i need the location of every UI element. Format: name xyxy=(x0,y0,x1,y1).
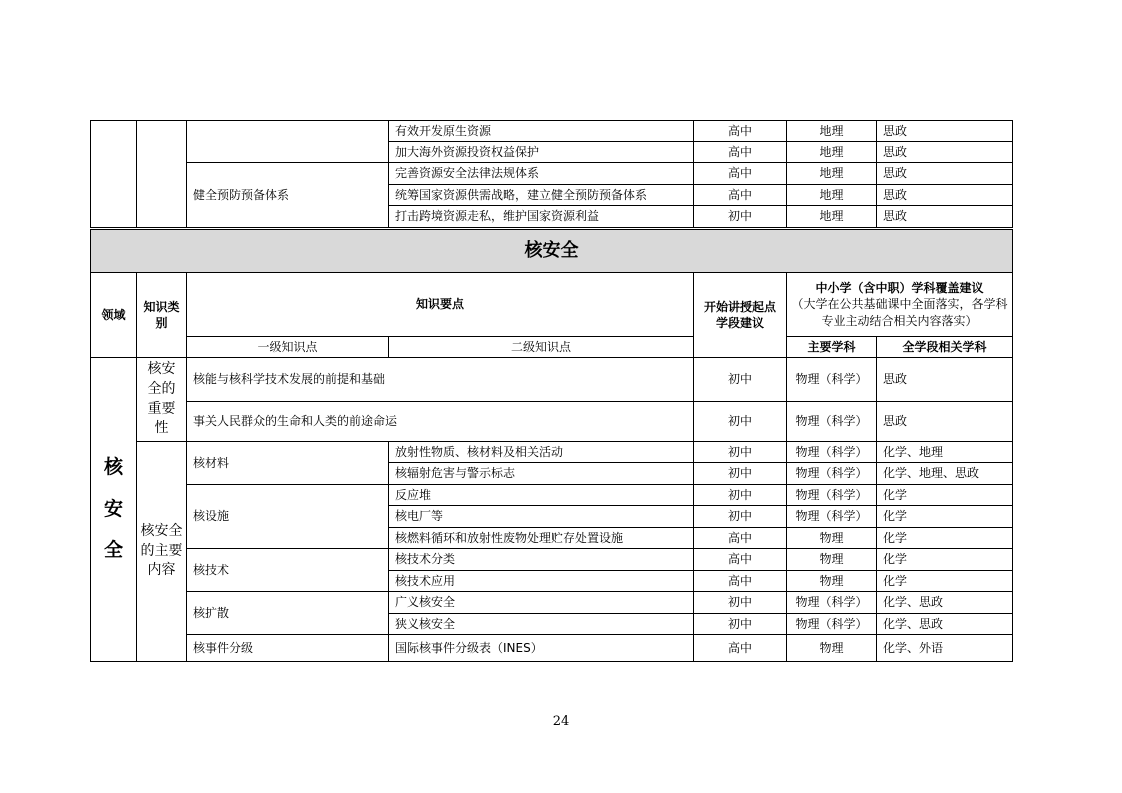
table-row xyxy=(91,485,1013,506)
related-subjects-cell: 化学、思政 xyxy=(877,592,1013,614)
level2-cell: 国际核事件分级表（INES） xyxy=(389,635,694,662)
table-row xyxy=(91,442,1013,463)
coverage-title: 中小学（含中职）学科覆盖建议 xyxy=(815,281,984,296)
main-subject-cell: 物理（科学） xyxy=(787,614,877,635)
main-subject-cell: 物理 xyxy=(787,635,877,662)
nuclear-security-table xyxy=(90,229,1013,662)
related-subjects-cell: 思政 xyxy=(877,206,1013,228)
level1-cell: 核设施 xyxy=(187,485,389,549)
level2-cell: 核燃料循环和放射性废物处理贮存处置设施 xyxy=(389,528,694,549)
stage-cell: 高中 xyxy=(694,549,787,571)
level2-cell: 核技术分类 xyxy=(389,549,694,571)
category-cell xyxy=(137,358,187,442)
level2-cell: 打击跨境资源走私，维护国家资源利益 xyxy=(389,206,694,228)
domain-name: 核安全 xyxy=(104,455,124,562)
level2-cell: 有效开发原生资源 xyxy=(389,121,694,142)
main-subject-cell: 地理 xyxy=(787,121,877,142)
related-subjects-cell: 化学、地理、思政 xyxy=(877,463,1013,485)
stage-cell: 初中 xyxy=(694,358,787,402)
knowledge-point-cell: 事关人民群众的生命和人类的前途命运 xyxy=(187,402,694,442)
related-subjects-cell: 思政 xyxy=(877,402,1013,442)
main-subject-cell: 物理（科学） xyxy=(787,358,877,402)
header-category: 知识类别 xyxy=(137,273,187,358)
main-subject-cell: 物理（科学） xyxy=(787,485,877,506)
section-title: 核安全 xyxy=(91,230,1013,273)
page-number: 24 xyxy=(552,714,570,729)
table-row xyxy=(91,163,1013,185)
level2-cell: 完善资源安全法律法规体系 xyxy=(389,163,694,185)
level2-cell: 加大海外资源投资权益保护 xyxy=(389,142,694,163)
level1-cell xyxy=(187,121,389,163)
table-row xyxy=(91,592,1013,614)
table-row xyxy=(91,121,1013,142)
level2-cell: 反应堆 xyxy=(389,485,694,506)
coverage-note: （大学在公共基础课中全面落实，各学科专业主动结合相关内容落实） xyxy=(791,297,1008,328)
main-subject-cell: 地理 xyxy=(787,142,877,163)
level2-cell: 核电厂等 xyxy=(389,506,694,528)
related-subjects-cell: 化学 xyxy=(877,485,1013,506)
table-row xyxy=(91,635,1013,662)
category-cell xyxy=(137,442,187,662)
main-subject-cell: 物理（科学） xyxy=(787,506,877,528)
main-subject-cell: 地理 xyxy=(787,206,877,228)
stage-cell: 初中 xyxy=(694,442,787,463)
related-subjects-cell: 化学、思政 xyxy=(877,614,1013,635)
category-cell xyxy=(137,121,187,228)
related-subjects-cell: 化学、地理 xyxy=(877,442,1013,463)
table-header-row xyxy=(91,273,1013,337)
level2-cell: 广义核安全 xyxy=(389,592,694,614)
related-subjects-cell: 化学 xyxy=(877,571,1013,592)
level1-cell: 核技术 xyxy=(187,549,389,592)
main-subject-cell: 地理 xyxy=(787,163,877,185)
stage-cell: 高中 xyxy=(694,528,787,549)
header-related-subjects: 全学段相关学科 xyxy=(877,337,1013,358)
main-subject-cell: 物理 xyxy=(787,571,877,592)
main-subject-cell: 物理 xyxy=(787,528,877,549)
related-subjects-cell: 思政 xyxy=(877,142,1013,163)
level2-cell: 核技术应用 xyxy=(389,571,694,592)
related-subjects-cell: 化学 xyxy=(877,528,1013,549)
main-subject-cell: 物理（科学） xyxy=(787,592,877,614)
stage-cell: 初中 xyxy=(694,614,787,635)
main-subject-cell: 物理 xyxy=(787,549,877,571)
knowledge-point-cell: 核能与核科学技术发展的前提和基础 xyxy=(187,358,694,402)
stage-cell: 高中 xyxy=(694,121,787,142)
stage-cell: 高中 xyxy=(694,635,787,662)
stage-cell: 初中 xyxy=(694,402,787,442)
stage-cell: 高中 xyxy=(694,163,787,185)
related-subjects-cell: 思政 xyxy=(877,185,1013,206)
stage-cell: 初中 xyxy=(694,592,787,614)
header-level1: 一级知识点 xyxy=(187,337,389,358)
table-row xyxy=(91,549,1013,571)
related-subjects-cell: 化学 xyxy=(877,506,1013,528)
header-main-subject: 主要学科 xyxy=(787,337,877,358)
level2-cell: 统筹国家资源供需战略，建立健全预防预备体系 xyxy=(389,185,694,206)
stage-cell: 初中 xyxy=(694,485,787,506)
stage-cell: 初中 xyxy=(694,206,787,228)
stage-cell: 初中 xyxy=(694,463,787,485)
header-start-stage: 开始讲授起点学段建议 xyxy=(694,273,787,358)
related-subjects-cell: 思政 xyxy=(877,358,1013,402)
related-subjects-cell: 化学 xyxy=(877,549,1013,571)
header-domain: 领域 xyxy=(91,273,137,358)
domain-cell xyxy=(91,358,137,662)
level1-cell: 健全预防预备体系 xyxy=(187,163,389,228)
related-subjects-cell: 思政 xyxy=(877,121,1013,142)
continued-table xyxy=(90,120,1013,228)
main-subject-cell: 物理（科学） xyxy=(787,402,877,442)
level2-cell: 狭义核安全 xyxy=(389,614,694,635)
stage-cell: 高中 xyxy=(694,185,787,206)
level2-cell: 放射性物质、核材料及相关活动 xyxy=(389,442,694,463)
table-row xyxy=(91,358,1013,402)
level1-cell: 核事件分级 xyxy=(187,635,389,662)
header-knowledge-points: 知识要点 xyxy=(187,273,694,337)
related-subjects-cell: 思政 xyxy=(877,163,1013,185)
stage-cell: 高中 xyxy=(694,142,787,163)
level1-cell: 核材料 xyxy=(187,442,389,485)
stage-cell: 初中 xyxy=(694,506,787,528)
level2-cell: 核辐射危害与警示标志 xyxy=(389,463,694,485)
stage-cell: 高中 xyxy=(694,571,787,592)
main-subject-cell: 物理（科学） xyxy=(787,442,877,463)
related-subjects-cell: 化学、外语 xyxy=(877,635,1013,662)
main-subject-cell: 物理（科学） xyxy=(787,463,877,485)
category-name: 核安全的主要内容 xyxy=(140,523,183,579)
table-header-row xyxy=(91,337,1013,358)
level1-cell: 核扩散 xyxy=(187,592,389,635)
domain-cell xyxy=(91,121,137,228)
main-subject-cell: 地理 xyxy=(787,185,877,206)
header-level2: 二级知识点 xyxy=(389,337,694,358)
header-coverage xyxy=(787,273,1013,337)
category-name: 核安全的重要性 xyxy=(147,361,176,437)
table-row xyxy=(91,402,1013,442)
